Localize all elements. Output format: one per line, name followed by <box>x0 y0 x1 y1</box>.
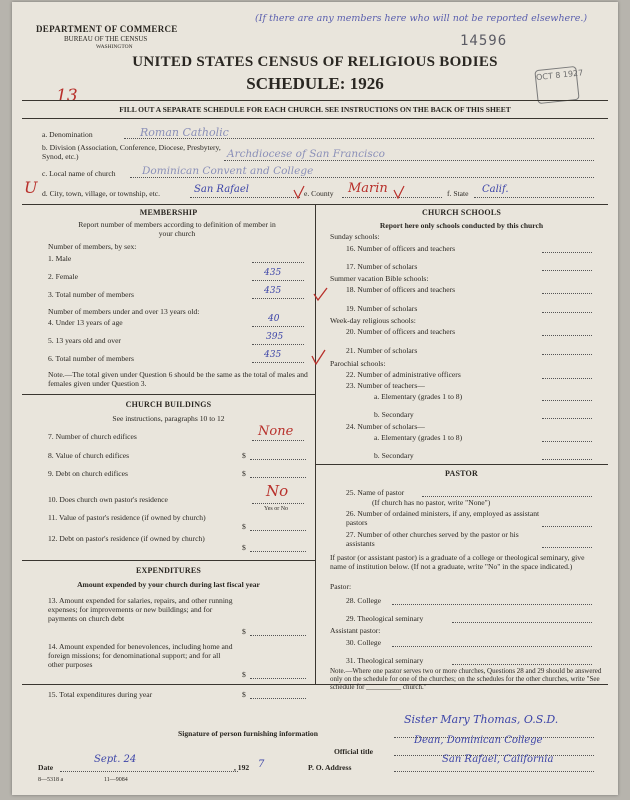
state-value: Calif. <box>482 184 509 195</box>
county-check-marks <box>290 182 410 204</box>
parochial-schools-label: Parochial schools: <box>330 359 386 368</box>
q4-under-13-label: 4. Under 13 years of age <box>48 318 123 327</box>
q10-residence-value: No <box>266 482 289 500</box>
q3-total-value: 435 <box>264 286 282 296</box>
q1-male-label: 1. Male <box>48 254 72 263</box>
q2-female-value: 435 <box>264 268 282 278</box>
assistant-pastor-subheading: Assistant pastor: <box>330 626 381 635</box>
q7-edifices-label: 7. Number of church edifices <box>48 432 137 441</box>
form-title: UNITED STATES CENSUS OF RELIGIOUS BODIES <box>132 54 498 70</box>
q14-dollar: $ <box>242 670 246 679</box>
q17-label: 17. Number of scholars <box>346 262 418 271</box>
q5-over-13-value: 395 <box>266 332 284 342</box>
summer-schools-label: Summer vacation Bible schools: <box>330 274 429 283</box>
division-value: Archdiocese of San Francisco <box>227 148 385 160</box>
print-number: 11—9084 <box>104 777 128 783</box>
handwritten-note: (If there are any members here who will not be reported elsewhere.) <box>255 13 588 24</box>
form-number: 8—5318 a <box>38 777 64 783</box>
q8-dollar: $ <box>242 451 246 460</box>
division-label: b. Division (Association, Conference, Diocese, Presbytery, Synod, etc.) <box>42 143 221 161</box>
q25-hint: (If church has no pastor, write "None") <box>372 498 491 507</box>
q12-dollar: $ <box>242 543 246 552</box>
membership-note: Note.—The total given under Question 6 should be the same as the total of males and females given under Question 3. <box>48 370 308 388</box>
weekday-schools-label: Week-day religious schools: <box>330 316 416 325</box>
q29-label: 29. Theological seminary <box>346 614 424 623</box>
q23-elementary-label: a. Elementary (grades 1 to 8) <box>374 392 463 401</box>
q6-total-label: 6. Total number of members <box>48 354 135 363</box>
q14-benevolences-label: 14. Amount expended for benevolences, including home and foreign missions; for denominational support; and for all other purposes <box>48 642 233 669</box>
expenditures-heading: EXPENDITURES <box>135 566 202 575</box>
official-title-value: Dean, Dominican College <box>414 735 543 746</box>
q30-label: 30. College <box>346 638 382 647</box>
county-value: Marin <box>348 181 388 196</box>
q10-residence-label: 10. Does church own pastor's residence <box>48 495 168 504</box>
pastor-subheading: Pastor: <box>330 582 352 591</box>
denomination-value: Roman Catholic <box>140 126 229 139</box>
q12-residence-debt-label: 12. Debt on pastor's residence (if owned by church) <box>48 534 205 543</box>
city-name: WASHINGTON <box>96 44 133 50</box>
q24-elementary-label: a. Elementary (grades 1 to 8) <box>374 433 463 442</box>
graduate-note: If pastor (or assistant pastor) is a graduate of a college or theological seminary, give name of institution below. (If not a graduate, write "No" in the space indicated.) <box>330 553 585 571</box>
membership-heading: MEMBERSHIP <box>139 208 198 217</box>
signature-label: Signature of person furnishing information <box>178 729 318 738</box>
q24-label: 24. Number of scholars— <box>346 422 425 431</box>
q18-label: 18. Number of officers and teachers <box>346 285 456 294</box>
q5-over-13-label: 5. 13 years old and over <box>48 336 121 345</box>
q20-label: 20. Number of officers and teachers <box>346 327 456 336</box>
yes-no-hint: Yes or No <box>264 506 289 512</box>
q8-value-label: 8. Value of church edifices <box>48 451 130 460</box>
county-label: e. County <box>304 189 334 198</box>
date-value: Sept. 24 <box>94 754 137 765</box>
q26-label: 26. Number of ordained ministers, if any, employed as assistant pastors <box>346 509 540 527</box>
signature-value: Sister Mary Thomas, O.S.D. <box>404 713 559 726</box>
q23-label: 23. Number of teachers— <box>346 381 425 390</box>
church-name-value: Dominican Convent and College <box>142 165 314 177</box>
date-label: Date <box>38 763 54 772</box>
q9-debt-label: 9. Debt on church edifices <box>48 469 128 478</box>
q3-total-label: 3. Total number of members <box>48 290 135 299</box>
expenditures-intro: Amount expended by your church during last fiscal year <box>77 580 260 589</box>
q19-label: 19. Number of scholars <box>346 304 418 313</box>
q11-residence-value-label: 11. Value of pastor's residence (if owned by church) <box>48 513 206 522</box>
instruction-line: FILL OUT A SEPARATE SCHEDULE FOR EACH CHURCH. SEE INSTRUCTIONS ON THE BACK OF THIS SHEET <box>119 105 511 114</box>
buildings-heading: CHURCH BUILDINGS <box>125 400 212 409</box>
q13-running-expenses-label: 13. Amount expended for salaries, repairs, and other running expenses; for improvements or new buildings; and for payments on church debt <box>48 596 233 623</box>
q15-total-expenditures-label: 15. Total expenditures during year <box>48 690 153 699</box>
members-by-sex-label: Number of members, by sex: <box>48 242 137 251</box>
q4-under-13-value: 40 <box>268 314 280 324</box>
bureau-name: BUREAU OF THE CENSUS <box>64 35 148 43</box>
q13-dollar: $ <box>242 627 246 636</box>
q28-label: 28. College <box>346 596 382 605</box>
q9-dollar: $ <box>242 469 246 478</box>
q6-total-value: 435 <box>264 350 282 360</box>
church-name-label: c. Local name of church <box>42 169 116 178</box>
q27-label: 27. Number of other churches served by the pastor or his assistants <box>346 530 519 548</box>
po-address-value: San Rafael, California <box>442 754 554 765</box>
q22-label: 22. Number of administrative officers <box>346 370 461 379</box>
q16-label: 16. Number of officers and teachers <box>346 244 456 253</box>
state-label: f. State <box>447 189 469 198</box>
buildings-see-instructions: See instructions, paragraphs 10 to 12 <box>112 414 225 423</box>
po-address-label: P. O. Address <box>308 763 352 772</box>
q21-label: 21. Number of scholars <box>346 346 418 355</box>
department-name: DEPARTMENT OF COMMERCE <box>36 24 178 34</box>
serial-number: 14596 <box>460 33 508 49</box>
census-schedule-page <box>12 2 618 795</box>
city-value: San Rafael <box>194 184 249 195</box>
sunday-schools-label: Sunday schools: <box>330 232 380 241</box>
pastor-note: Note.—Where one pastor serves two or more churches, Questions 28 and 29 should be answered only on the schedule for one of the churches; on the schedules for the other churches, write "See schedule for __________ church." <box>330 667 602 692</box>
red-check-marks <box>310 284 332 370</box>
membership-intro: Report number of members according to definition of member in your church <box>78 220 276 238</box>
q23-secondary-label: b. Secondary <box>374 410 414 419</box>
denomination-label: a. Denomination <box>42 130 93 139</box>
year-printed: , 192 <box>234 763 250 772</box>
year-digit: 7 <box>258 759 265 770</box>
schools-intro: Report here only schools conducted by this church <box>379 221 544 230</box>
page-mark: 13 <box>56 86 78 106</box>
q15-dollar: $ <box>242 690 246 699</box>
under-over-label: Number of members under and over 13 years old: <box>48 307 200 316</box>
q2-female-label: 2. Female <box>48 272 78 281</box>
q7-edifices-value: None <box>258 424 294 439</box>
official-title-label: Official title <box>334 747 374 756</box>
q31-label: 31. Theological seminary <box>346 656 424 665</box>
q24-secondary-label: b. Secondary <box>374 451 414 460</box>
pastor-heading: PASTOR <box>445 469 478 478</box>
q11-dollar: $ <box>242 522 246 531</box>
received-stamp: OCT 8 1927 <box>534 66 579 104</box>
margin-mark: U <box>24 178 38 197</box>
schedule-title: SCHEDULE: 1926 <box>246 74 384 93</box>
schools-heading: CHURCH SCHOOLS <box>421 208 502 217</box>
city-label: d. City, town, village, or township, etc. <box>42 189 161 198</box>
q25-label: 25. Name of pastor <box>346 488 405 497</box>
